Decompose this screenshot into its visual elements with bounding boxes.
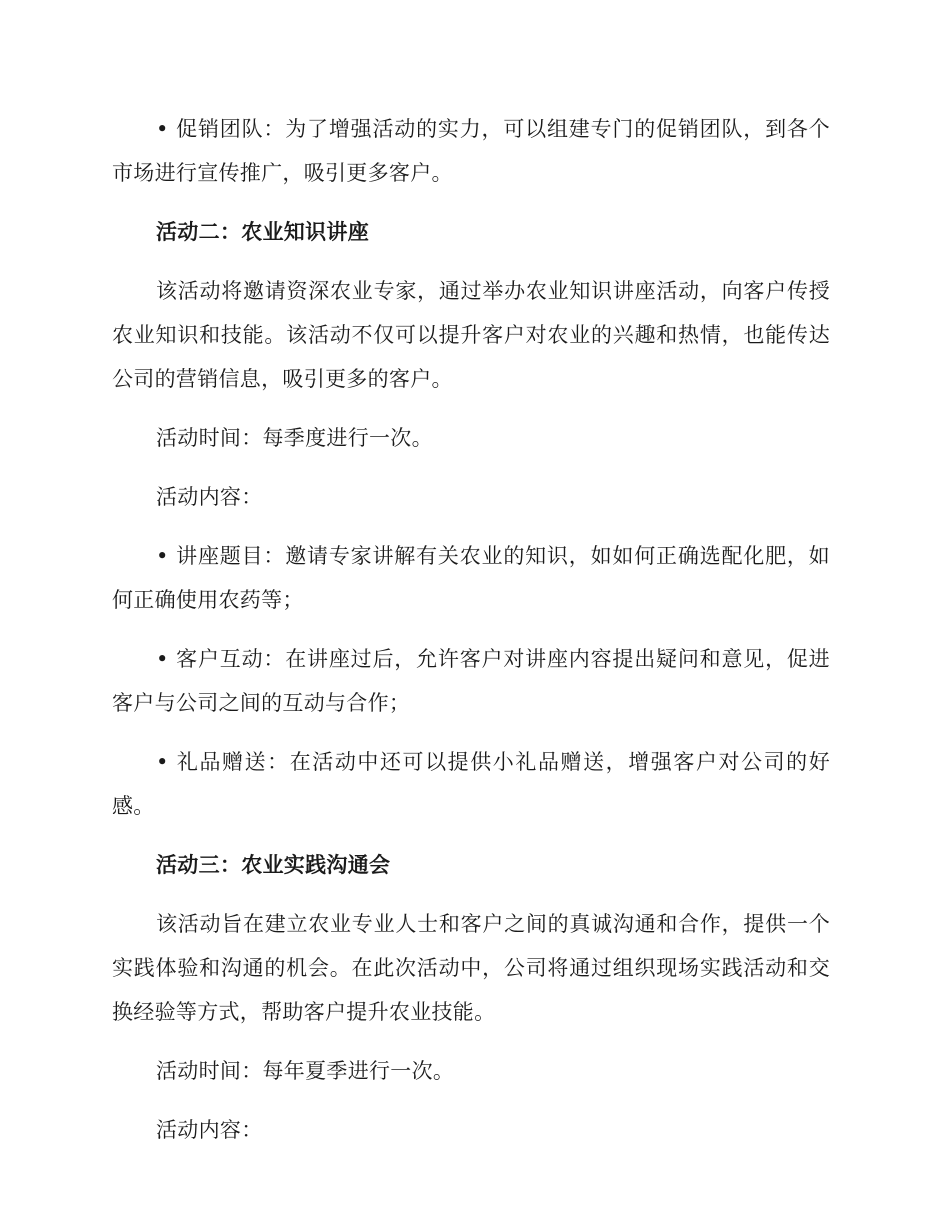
paragraph-lecture-intro: 该活动将邀请资深农业专家，通过举办农业知识讲座活动，向客户传授农业知识和技能。该活动不仅可以提升客户对农业的兴趣和热情，也能传达公司的营销信息，吸引更多的客户。 — [112, 279, 830, 391]
paragraph-lecture-content-label: 活动内容： — [156, 485, 263, 509]
paragraph-practice-content-label: 活动内容： — [156, 1118, 263, 1142]
paragraph-customer-interaction: • 客户互动：在讲座过后，允许客户对讲座内容提出疑问和意见，促进客户与公司之间的互动与合作； — [112, 647, 830, 715]
paragraph-practice-time: 活动时间：每年夏季进行一次。 — [156, 1059, 455, 1083]
paragraph-lecture-time: 活动时间：每季度进行一次。 — [156, 426, 433, 450]
paragraph-gift-giving: • 礼品赠送：在活动中还可以提供小礼品赠送，增强客户对公司的好感。 — [112, 750, 830, 818]
section-heading-activity-three: 活动三：农业实践沟通会 — [156, 852, 391, 877]
paragraph-practice-intro: 该活动旨在建立农业专业人士和客户之间的真诚沟通和合作，提供一个实践体验和沟通的机会。在此次活动中，公司将通过组织现场实践活动和交换经验等方式，帮助客户提升农业技能。 — [112, 912, 830, 1024]
section-heading-activity-two: 活动二：农业知识讲座 — [156, 219, 369, 244]
paragraph-lecture-topic: • 讲座题目：邀请专家讲解有关农业的知识，如如何正确选配化肥，如何正确使用农药等； — [112, 544, 830, 612]
paragraph-promotion-team: • 促销团队：为了增强活动的实力，可以组建专门的促销团队，到各个市场进行宣传推广，吸引更多客户。 — [112, 117, 830, 185]
